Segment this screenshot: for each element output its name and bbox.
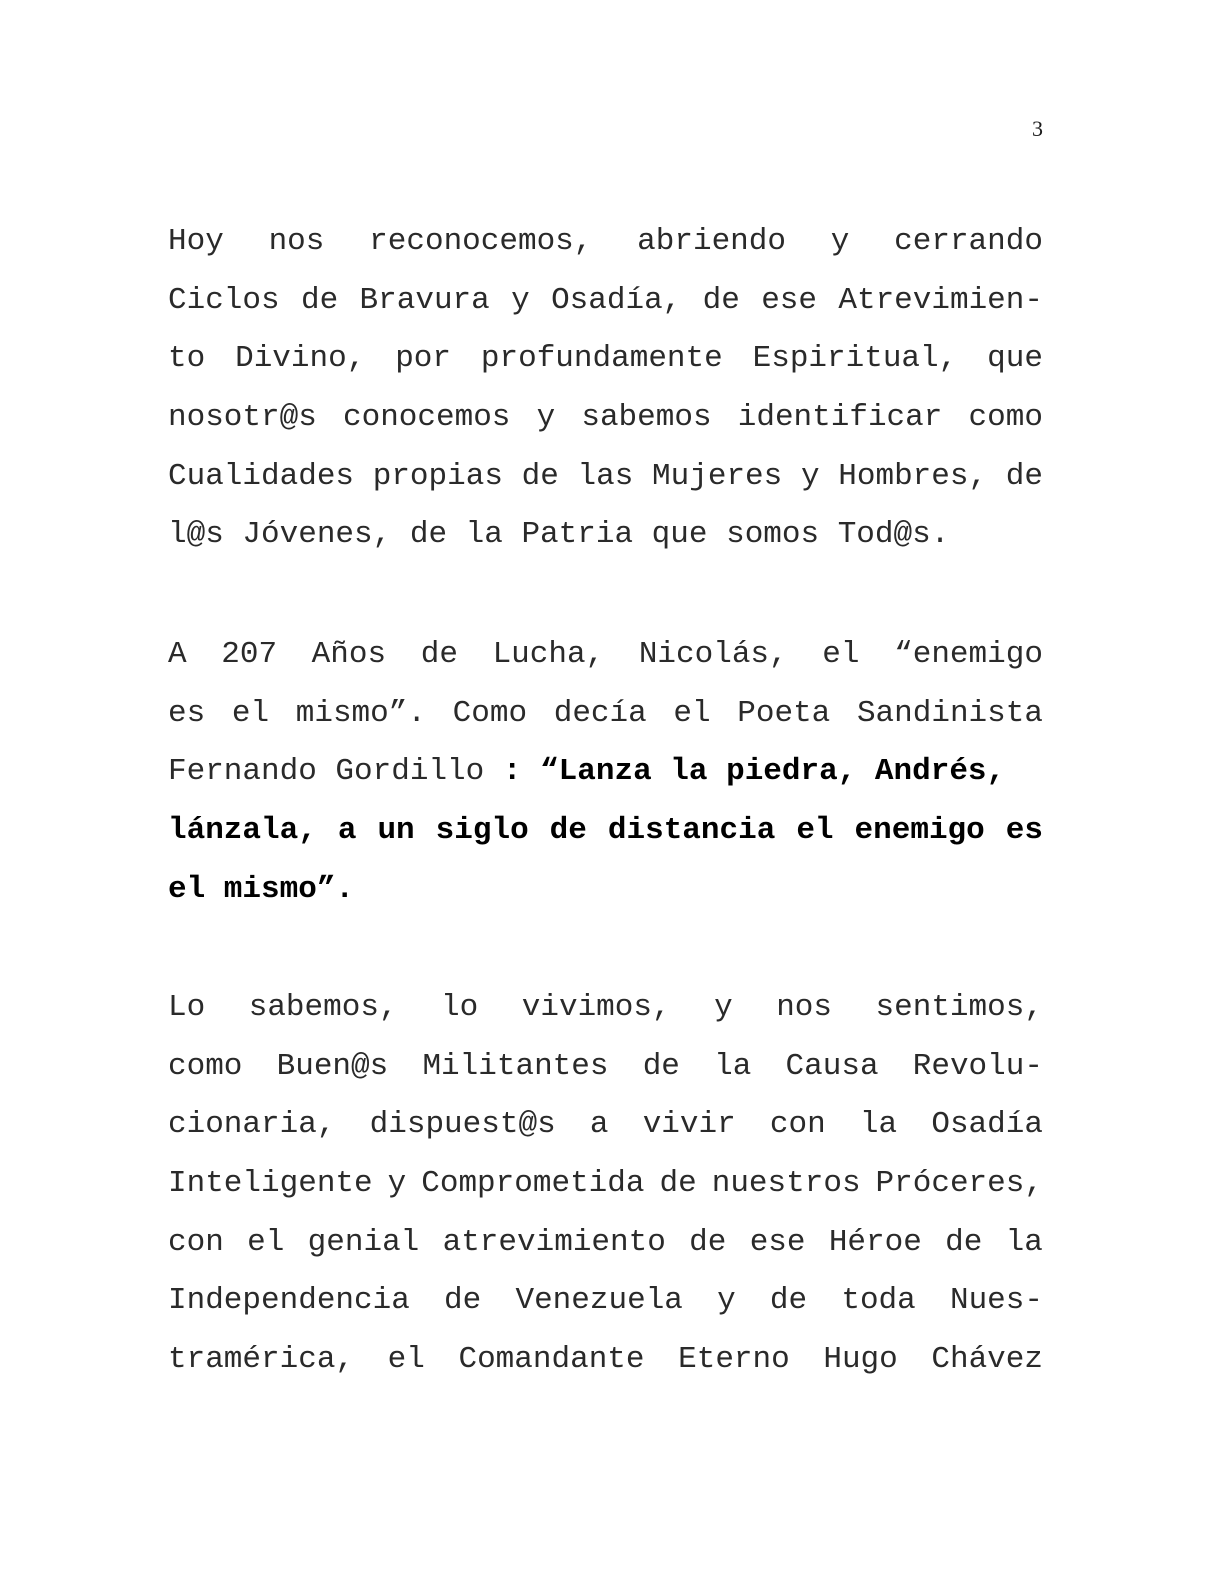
word: Cualidades	[168, 458, 355, 494]
word: siglo	[435, 813, 529, 849]
word: Buen@s	[276, 1048, 389, 1084]
word: 207	[221, 637, 278, 672]
text-line	[168, 685, 1043, 744]
plain-text-segment: Fernando Gordillo	[168, 754, 503, 790]
word: mismo”.	[295, 695, 426, 731]
word: las	[577, 458, 634, 494]
word: Sandinista	[856, 695, 1043, 731]
word: Años	[311, 637, 387, 672]
word: Hugo	[823, 1342, 898, 1378]
word: Independencia	[168, 1283, 410, 1319]
word: el	[247, 1224, 285, 1260]
word: sabemos,	[248, 990, 398, 1025]
text-line	[168, 1038, 1043, 1097]
word: por	[395, 341, 452, 377]
word: el	[673, 695, 711, 731]
word: genial	[307, 1224, 420, 1260]
word: Divino,	[235, 341, 366, 377]
word: dispuest@s	[369, 1107, 556, 1143]
word: Osadía	[931, 1107, 1043, 1143]
word: ese	[761, 282, 818, 318]
word: to	[168, 341, 206, 377]
word: la	[714, 1048, 752, 1084]
word: Revolu-	[912, 1048, 1043, 1084]
word: propias	[372, 458, 503, 494]
word: Militantes	[422, 1048, 609, 1084]
text-line	[168, 1155, 1043, 1214]
word: Inteligente	[168, 1166, 373, 1202]
word: es	[168, 695, 206, 731]
word: atrevimiento	[442, 1224, 666, 1260]
word: lo	[441, 990, 479, 1025]
word: un	[377, 813, 415, 849]
word: sabemos	[581, 400, 712, 436]
word: de	[300, 282, 339, 318]
word: el	[822, 637, 860, 672]
word: con	[769, 1107, 826, 1143]
word: el	[796, 813, 834, 849]
word: Mujeres	[652, 458, 783, 494]
word: que	[987, 341, 1043, 377]
word: Próceres,	[875, 1166, 1043, 1202]
word: de	[642, 1048, 680, 1084]
word: Poeta	[737, 695, 831, 731]
word: cionaria,	[168, 1107, 336, 1143]
word: cerrando	[894, 224, 1043, 259]
word: y	[800, 458, 820, 494]
word: como	[168, 1048, 243, 1084]
word: el	[231, 695, 270, 731]
word: y	[511, 282, 530, 318]
word: y	[717, 1283, 736, 1319]
word: Osadía,	[551, 282, 682, 318]
word: Venezuela	[515, 1283, 683, 1319]
word: toda	[841, 1283, 916, 1319]
text-line	[168, 213, 1043, 272]
word: de	[444, 1283, 482, 1319]
word: de	[521, 458, 559, 494]
word: Eterno	[678, 1342, 790, 1378]
word: Hombres,	[838, 458, 988, 494]
word: ese	[749, 1224, 806, 1260]
quote-text-segment: : “Lanza la piedra, Andrés,	[502, 754, 1006, 790]
paragraph-3	[168, 979, 1043, 1390]
text-line	[168, 330, 1043, 389]
word: vivir	[642, 1107, 736, 1143]
mixed-text-line	[168, 743, 1043, 802]
word: Chávez	[931, 1342, 1043, 1378]
word: Atrevimien-	[838, 282, 1043, 318]
word: vivimos,	[521, 990, 671, 1025]
paragraph-1	[168, 213, 1043, 565]
word: tramérica,	[168, 1342, 355, 1378]
quote-text-line	[168, 802, 1043, 861]
word: Lo	[168, 990, 206, 1025]
word: de	[702, 282, 740, 318]
text-line	[168, 448, 1043, 507]
word: con	[168, 1224, 224, 1260]
word: la	[1005, 1224, 1043, 1260]
text-line	[168, 1331, 1043, 1390]
word: Comandante	[458, 1342, 645, 1378]
word: identificar	[737, 400, 943, 436]
word: y	[830, 224, 850, 259]
word: como	[968, 400, 1043, 436]
word: Ciclos	[168, 282, 280, 318]
word: Espiritual,	[752, 341, 958, 377]
word: Causa	[785, 1048, 879, 1084]
word: abriendo	[637, 224, 786, 259]
word: a	[337, 813, 357, 849]
word: Hoy	[168, 224, 224, 259]
text-line	[168, 1214, 1043, 1273]
word: nos	[268, 224, 325, 259]
word: nos	[776, 990, 833, 1025]
word: la	[859, 1107, 898, 1143]
word: y	[387, 1166, 407, 1202]
word: enemigo	[854, 813, 985, 849]
word: “enemigo	[894, 637, 1043, 672]
text-line	[168, 272, 1043, 331]
word: de	[1005, 458, 1043, 494]
word: lánzala,	[168, 813, 317, 849]
word: decía	[553, 695, 647, 731]
word: Nicolás,	[638, 637, 788, 672]
text-line: l@s Jóvenes, de la Patria que somos Tod@s.	[168, 517, 950, 553]
word: nuestros	[711, 1166, 861, 1202]
word: reconocemos,	[369, 224, 593, 259]
word: y	[536, 400, 556, 436]
word: nosotr@s	[168, 400, 317, 436]
word: de	[689, 1224, 727, 1260]
word: A	[168, 637, 187, 672]
word: Lucha,	[492, 637, 605, 672]
text-line	[168, 626, 1043, 685]
word: Héroe	[828, 1224, 922, 1260]
word: de	[420, 637, 458, 672]
word: conocemos	[342, 400, 511, 436]
word: a	[589, 1107, 609, 1143]
word: de	[945, 1224, 983, 1260]
word: de	[659, 1166, 697, 1202]
text-line	[168, 979, 1043, 1038]
word: Nues-	[949, 1283, 1043, 1319]
word: sentimos,	[875, 990, 1043, 1025]
paragraph-2	[168, 626, 1043, 919]
word: Comprometida	[421, 1166, 645, 1202]
text-line	[168, 1096, 1043, 1155]
word: es	[1005, 813, 1043, 849]
word: y	[714, 990, 733, 1025]
word: Bravura	[359, 282, 490, 318]
text-line	[168, 1272, 1043, 1331]
word: Como	[452, 695, 528, 731]
text-line	[168, 389, 1043, 448]
page-number: 3	[1032, 116, 1043, 141]
word: de	[769, 1283, 808, 1319]
word: profundamente	[480, 341, 723, 377]
quote-text-line: el mismo”.	[168, 871, 355, 907]
word: distancia	[607, 813, 776, 849]
word: el	[387, 1342, 425, 1378]
word: de	[549, 813, 587, 849]
